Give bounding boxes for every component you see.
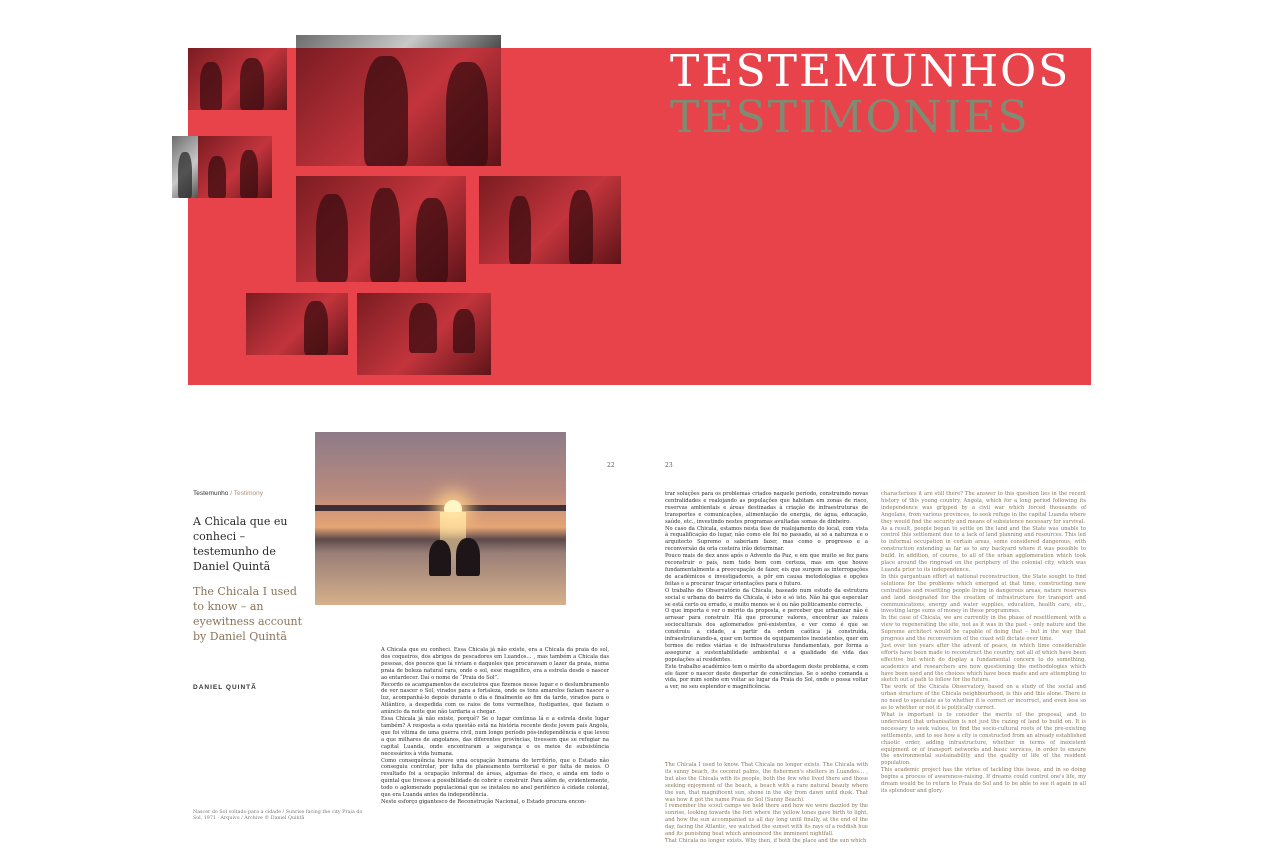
photo-workers-left [188,48,287,110]
page-title-pt: TESTEMUNHOS [670,46,1071,97]
section-label [193,490,263,497]
paragraph: In this gargantuan effort at national reconstruction, the State sought to find solutions for the problems which emerged at that time, constructing new centralities and resettling people living in dangerous areas, nature reserves and land designated for the creation of infrastructure for transport and communications, energy and water supplies, education, health care, etc., investing large sums of money in these programmes. [881,573,1086,615]
page-title-en: TESTIMONIES [670,92,1030,143]
paragraph: characterises it are still there? The answer to this question lies in the recent history of this young country, Angola, which for a long period following its independence was gripped by a civil war which forced thousands of Angolans, from various provinces, to seek refuge in the capital Luanda where they would find the security and means of subsistence necessary for survival. [881,491,1086,525]
photo-men-clipboard [296,48,501,166]
photo-market-fish [246,293,348,355]
paragraph: A Chicala que eu conheci. Essa Chicala já não existe, era a Chicala da praia do sol, dos coqueiros, dos abrigos de pescadores em Luandos… , mas também a Chicala das pessoas, dos poucos que lá viviam e daqueles que procuravam o lazer da praia, numa praia de beleza natural rara, onde o sol, esse magnífico, era a estrela desde o nascer ao entardecer. Daí o nome de “Praia do Sol”. [381,647,609,681]
paragraph: As a result, people began to settle on the land and the State was unable to control this settlement due to a lack of land planning and resources. This led to informal occupation in certain areas, some considered dangerous, with construction extending as far as to any backyard where it was possible to build. In addition, of course, to all of the urban agglomeration which took place around the ringroad on the periphery of the colonial city, which was Luanda prior to its independence. [881,525,1086,573]
body-column-pt-2 [665,491,868,691]
paragraph: Recordo os acampamentos de escuteiros que fizemos nesse lugar e o deslumbramento de ver nascer o Sol, virados para a fortaleza, onde os tons amarelos faziam nascer a luz, acompanhá-lo depois durante o dia e finalmente ao fim da tarde, virados para o Atlântico, a despedida com os raios de tons vermelhos, fustigantes, que faziam o anúncio da noite que não tardaria a chegar. [381,681,609,716]
paragraph: O que importa é ver o mérito da proposta, e perceber que urbanizar não é arrasar para construir. Há que procurar valores, encontrar as raízes socioculturais dos aglomerados pré-existentes, e ver como é que se construiu a cidade, a partir da ordem caótica já construída, infraestruturando-a, quer em termos de equipamentos inexistentes, quer em termos de redes viárias e de infraestruturas fundamentais, por forma a assegurar a sustentabilidade ambiental e a qualidade de vida das populações aí residentes. [665,608,868,663]
paragraph: Pouco mais de dez anos após o Advento da Paz, e em que muito se fez para reconstruir o país, nem tudo bem com certeza, mas em que houve fundamentalmente a preocupação de fazer, eis que surgem as interrogações de académicos e investigadores, a pôr em causa metodologias e opções feitas e a procurar traçar orientações para o futuro. [665,553,868,587]
photo-market-stall [357,293,491,375]
paragraph: O trabalho do Observatório da Chicala, baseado num estudo da estrutura social e urbana do bairro da Chicala, é isto e só isto. Não há que especular se está certo ou errado, e muito menos se é ou não politicamente correcto. [665,587,868,608]
page-number-right: 23 [665,462,673,469]
article-heading-en: The Chicala I used to know – an eyewitness account by Daniel Quintã [193,585,303,643]
photo-room-people [479,176,621,264]
paragraph: Como consequência houve uma ocupação humana do território, que o Estado não conseguiu controlar, por falta de planeamento territorial e por falta de meios. O resultado foi a ocupação informal de áreas, algumas de risco, e ainda em todo o quintal que tivesse a possibilidade de cobrir e construir. Para além de, evidentemente, todo o aglomerado populacional que se instalou no anel periférico à cidade colonial, que era Luanda antes da independência. [381,757,609,799]
paragraph: Just over ten years after the advent of peace, in which time considerable efforts have been made to reconstruct the country, not all of which have been effective but which do display a fundamental concern to do something, academics and researchers are now questioning the methodologies which have been used and the choices which have been made and are attempting to sketch out a path to follow for the future. [881,642,1086,684]
paragraph: trar soluções para os problemas criados naquele período, construindo novas centralidades e realojando as populações que habitam em zonas de risco, reservas ambientais e áreas destinadas à criação de infraestruturas de transportes e comunicações, alimentação de energia, de água, educação, saúde, etc., investindo nestes programas avultadas somas de dinheiro. [665,491,868,525]
paragraph: Neste esforço gigantesco de Reconstrução Nacional, o Estado procura encon- [381,798,587,805]
section-label-pt: Testemunho [193,490,229,497]
silhouette-person [456,538,480,576]
page-number-left: 22 [607,462,615,469]
paragraph: The work of the Chicala Observatory, based on a study of the social and urban structure of the Chicala neighbourhood, is this and this alone. There is no need to speculate as to whether it is correct or incorrect, and even less so as to whether or not it is politically correct. [881,684,1086,712]
silhouette-person [429,540,451,576]
paragraph: Este trabalho académico tem o mérito da abordagem deste problema, e com ele fazer o nascer deste despertar de consciências. Se o sonho comanda a vida, por mim sonho em voltar ao lugar da Praia do Sol, onde o possa voltar a ver, no seu esplendor e magnificência. [665,663,868,691]
paragraph: What is important is to consider the merits of the proposal, and to understand that urbanisation is not just the razing of land to build on. It is necessary to seek values, to find the socio-cultural roots of the pre-existing settlements, and to see how a city is constructed from an already established chaotic order, adding infrastructure, whether in terms of inexistent equipment or of transport networks and basic services, in order to ensure the environmental sustainability and the quality of life of the resident population. [881,712,1086,767]
paragraph: In the case of Chicala, we are currently in the phase of resettlement with a view to regenerating the site, not as it was in the past – only nature and the Supreme architect would be capable of doing that – but in the way that progress and the reconversion of the coast will dictate over time. [881,615,1086,643]
section-label-en: Testimony [233,490,264,497]
photo-gray-left [172,136,200,198]
photo-caption: Nascer do Sol voltado para a cidade / Sunrise facing the city Praia do Sol, 1971 · Arquivo / Archive © Daniel Quintã [193,810,363,822]
paragraph: The Chicala I used to know. That Chicala no longer exists. The Chicala with its sunny beach, its coconut palms, the fishermen's shelters in Luandos… , but also the Chicala with its people, both the few who lived there and those seeking enjoyment of the beach, a beach with a rare natural beauty where the sun, that magnificent sun, shone in the sky from dawn until dusk. That was how it got the name Praia do Sol (Sunny Beach). [665,762,868,803]
paragraph: I remember the scout camps we held there and how we were dazzled by the sunrise, looking towards the fort where the yellow tones gave birth to light, and how the sun accompanied us all day long until finally, at the end of the day, facing the Atlantic, we watched the sunset with its rays of a reddish hue and its punishing heat which announced the imminent nightfall. [665,803,868,838]
paragraph: No caso da Chicala, estamos nesta fase de realojamento do local, com vista à requalificação do lugar, não como ele foi no passado, ai só a natureza e o arquitecto Supremo o saberiam fazer, mas como o progresso e a reconversão da orla costeira irão determinar. [665,525,868,553]
paragraph: This academic project has the virtue of tackling this issue, and in so doing begins a process of awareness-raising. If dreams could control one's life, my dream would be to return to Praia do Sol and to be able to see it again in all its splendour and glory. [881,767,1086,794]
body-column-pt-1 [381,647,609,806]
article-heading-pt: A Chicala que eu conheci – testemunho de Daniel Quintã [193,515,288,573]
photo-women-interview [296,176,466,282]
horizon-shore [315,505,566,511]
body-column-en-1 [665,762,868,845]
section-separator: / [230,490,233,497]
sunset-photo [315,432,566,605]
paragraph: That Chicala no longer exists. Why then, if both the place and the sun which [665,837,867,844]
photo-top-strip [296,35,501,49]
paragraph: Essa Chicala já não existe, porquê? Se o lugar continua lá e a estrela deste lugar também? A resposta a esta questão está na história recente deste jovem país Angola, que foi vítima de uma guerra civil, num longo período pós-independência e que levou a que milhares de angolanos, das diferentes províncias, tivessem que se refugiar na capital Luanda, onde encontraram a segurança e os meios de subsistência necessários à vida humana. [381,716,609,757]
author-name: DANIEL QUINTÃ [193,684,257,691]
photo-shop-interior [198,136,272,198]
body-column-en-2 [881,491,1086,795]
